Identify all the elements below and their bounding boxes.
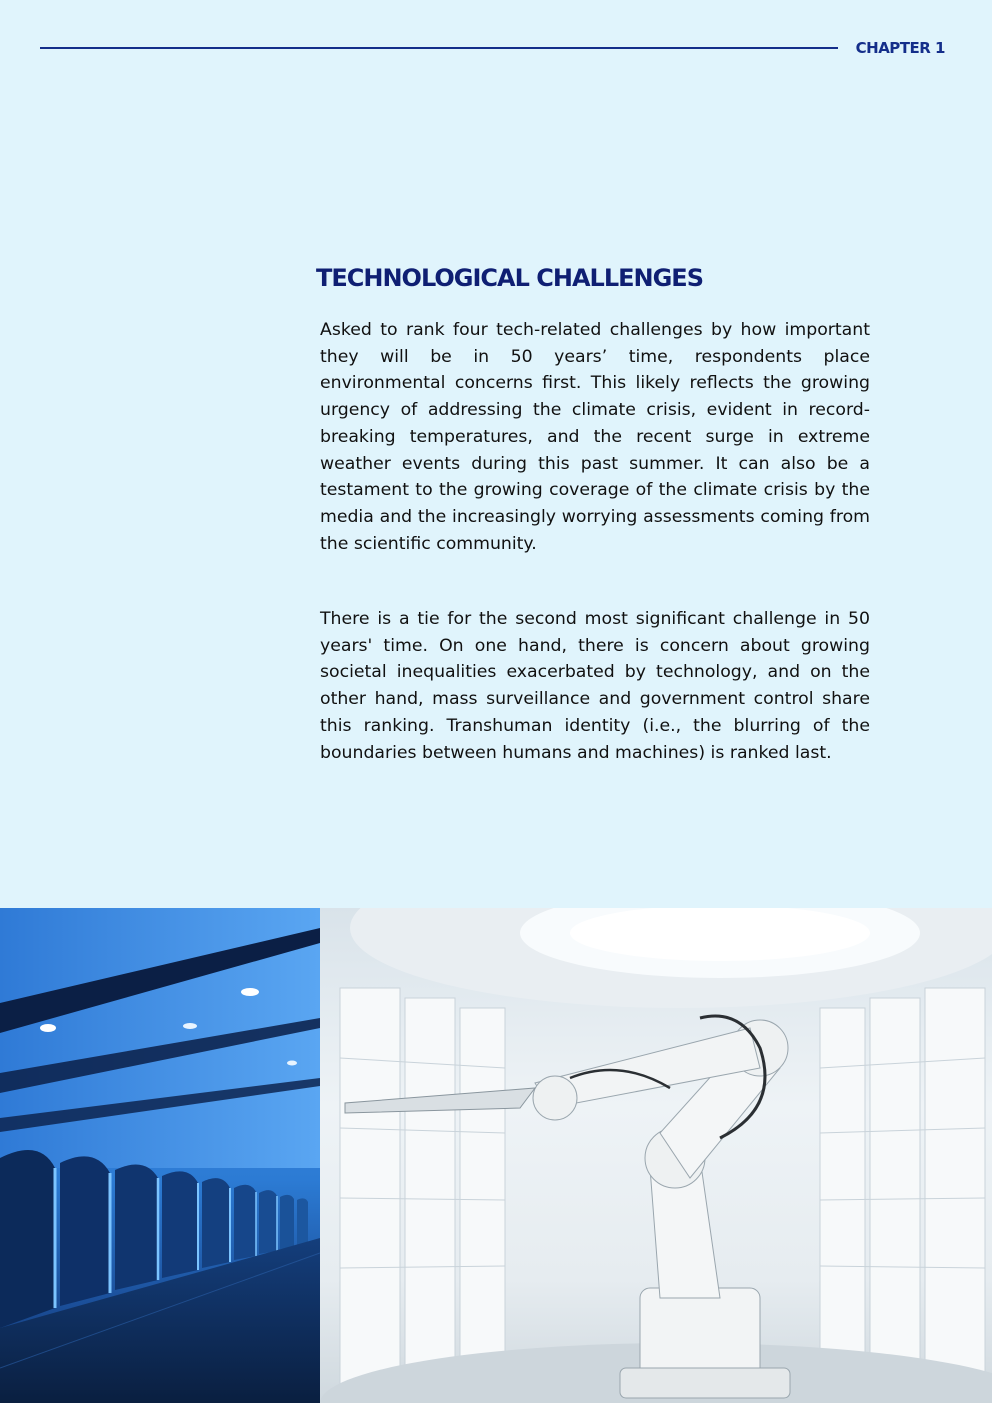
corridor-photo: [0, 908, 320, 1403]
section-heading: TECHNOLOGICAL CHALLENGES: [316, 264, 703, 292]
robot-arm-photo: [320, 908, 992, 1403]
body-paragraph-2: There is a tie for the second most significant challenge in 50 years' time. On one hand, there is concern about growing societal inequalities exacerbated by technology, and on the other hand, mass surveillance and government control share this ranking. Transhuman identity (i.e., the blurring of the boundaries between humans and machines) is ranked last.: [320, 609, 870, 763]
header-rule: [40, 47, 838, 49]
chapter-label: CHAPTER 1: [855, 39, 945, 57]
body-paragraph-1: Asked to rank four tech-related challenges by how important they will be in 50 years’ time, respondents place environmental concerns first. This likely reflects the growing urgency of addressing the climate crisis, evident in record-breaking temperatures, and the recent surge in extreme weather events during this past summer. It can also be a testament to the growing coverage of the climate crisis by the media and the increasingly worrying assessments coming from the scientific community.: [320, 320, 870, 554]
